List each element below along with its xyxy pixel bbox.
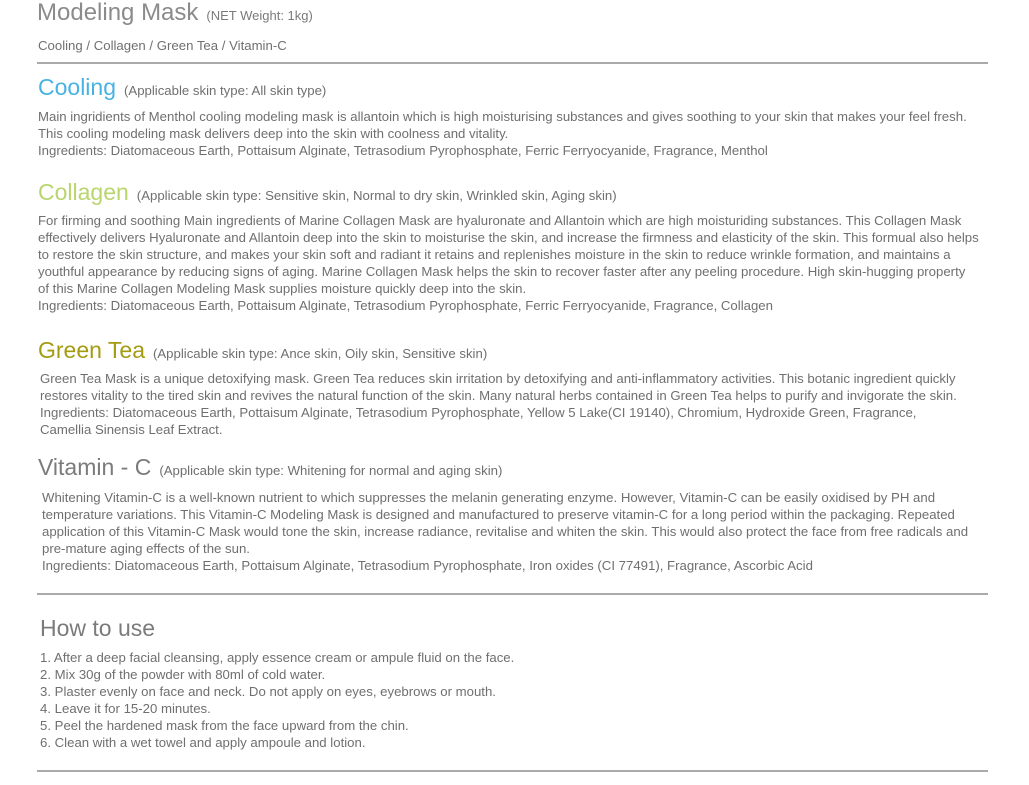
description-line: pre-mature aging effects of the sun.	[42, 541, 250, 556]
description-line: application of this Vitamin-C Mask would tone the skin, increase radiance, revitalise and whiten the skin. This would also protect the face from free radicals and	[42, 524, 969, 539]
description-line: restores vitality to the tired skin and revives the natural function of the skin. Many natural herbs contained in Green Tea helps to purify and invigorate the skin.	[40, 388, 957, 403]
step-item: 3. Plaster evenly on face and neck. Do not apply on eyes, eyebrows or mouth.	[40, 684, 496, 699]
description-line: For firming and soothing Main ingredients of Marine Collagen Mask are hyaluronate and Allantoin which are high moisturiding substances. This Collagen Mask	[38, 213, 962, 228]
skin-type-collagen: (Applicable skin type: Sensitive skin, Normal to dry skin, Wrinkled skin, Aging skin)	[136, 188, 617, 203]
step-item: 5. Peel the hardened mask from the face upward from the chin.	[40, 718, 409, 733]
section-title-vitamin-c: Vitamin - C	[38, 454, 152, 480]
description-line: temperature variations. This Vitamin-C Modeling Mask is designed and manufactured to preserve vitamin-C for a long period within the packaging. Repeated	[42, 507, 955, 522]
description-line: of this Marine Collagen Modeling Mask supplies moisture quickly deep into the skin.	[38, 281, 527, 296]
product-title: Modeling Mask	[37, 0, 199, 26]
section-green-tea-header	[38, 336, 487, 364]
section-vitamin-c-header	[38, 453, 502, 481]
section-vitamin-c-body	[42, 489, 1017, 574]
skin-type-green-tea: (Applicable skin type: Ance skin, Oily skin, Sensitive skin)	[152, 346, 488, 361]
section-cooling-body	[38, 108, 1013, 159]
step-item: 1. After a deep facial cleansing, apply essence cream or ampule fluid on the face.	[40, 650, 515, 665]
section-cooling-header	[38, 73, 326, 101]
description-line: Main ingridients of Menthol cooling modeling mask is allantoin which is high moisturising substances and gives soothing to your skin that makes your feel fresh.	[38, 109, 967, 124]
divider	[37, 62, 988, 64]
how-to-use-title: How to use	[40, 615, 156, 641]
divider	[37, 770, 988, 772]
step-item: 6. Clean with a wet towel and apply ampoule and lotion.	[40, 735, 366, 750]
step-item: 4. Leave it for 15-20 minutes.	[40, 701, 211, 716]
ingredients-line: Ingredients: Diatomaceous Earth, Pottaisum Alginate, Tetrasodium Pyrophosphate, Ferric Ferryocyanide, Fragrance, Menthol	[38, 143, 768, 158]
ingredients-line: Ingredients: Diatomaceous Earth, Pottaisum Alginate, Tetrasodium Pyrophosphate, Yellow 5 Lake(CI 19140), Chromium, Hydroxide Green, Fragrance,	[40, 405, 917, 420]
description-line: Whitening Vitamin-C is a well-known nutrient to which suppresses the melanin generating enzyme. However, Vitamin-C can be easily oxidised by PH and	[42, 490, 936, 505]
product-header	[37, 0, 313, 29]
description-line: effectively delivers Hyaluronate and Allantoin deep into the skin to moisturise the skin, and increase the firmness and elasticity of the skin. This formual also helps	[38, 230, 979, 245]
variant-list: Cooling / Collagen / Green Tea / Vitamin-C	[38, 38, 287, 53]
skin-type-vitamin-c: (Applicable skin type: Whitening for normal and aging skin)	[159, 463, 503, 478]
divider	[37, 593, 988, 595]
step-item: 2. Mix 30g of the powder with 80ml of cold water.	[40, 667, 326, 682]
section-collagen-header	[38, 178, 617, 206]
section-title-collagen: Collagen	[38, 179, 129, 205]
section-title-green-tea: Green Tea	[38, 337, 145, 363]
net-weight: (NET Weight: 1kg)	[206, 8, 313, 23]
section-collagen-body	[38, 212, 1013, 314]
skin-type-cooling: (Applicable skin type: All skin type)	[124, 83, 327, 98]
how-to-use-header	[40, 614, 155, 642]
ingredients-line: Ingredients: Diatomaceous Earth, Pottaisum Alginate, Tetrasodium Pyrophosphate, Ferric Ferryocyanide, Fragrance, Collagen	[38, 298, 773, 313]
section-title-cooling: Cooling	[38, 74, 116, 100]
description-line: youthful appearance by reducing signs of aging. Marine Collagen Mask helps the skin to recover faster after any peeling procedure. High skin-hugging property	[38, 264, 966, 279]
description-line: This cooling modeling mask delivers deep into the skin with coolness and vitality.	[38, 126, 509, 141]
how-to-use-steps	[40, 649, 1015, 751]
section-green-tea-body	[40, 370, 1015, 438]
description-line: Green Tea Mask is a unique detoxifying mask. Green Tea reduces skin irritation by detoxifying and anti-inflammatory activities. This botanic ingredient quickly	[40, 371, 956, 386]
description-line: to restore the skin structure, and makes your skin soft and radiant it retains and replenishes moisture in the skin to reduce wrinkle formation, and maintains a	[38, 247, 951, 262]
ingredients-line: Ingredients: Diatomaceous Earth, Pottaisum Alginate, Tetrasodium Pyrophosphate, Iron oxides (CI 77491), Fragrance, Ascorbic Acid	[42, 558, 813, 573]
ingredients-line: Camellia Sinensis Leaf Extract.	[40, 422, 223, 437]
